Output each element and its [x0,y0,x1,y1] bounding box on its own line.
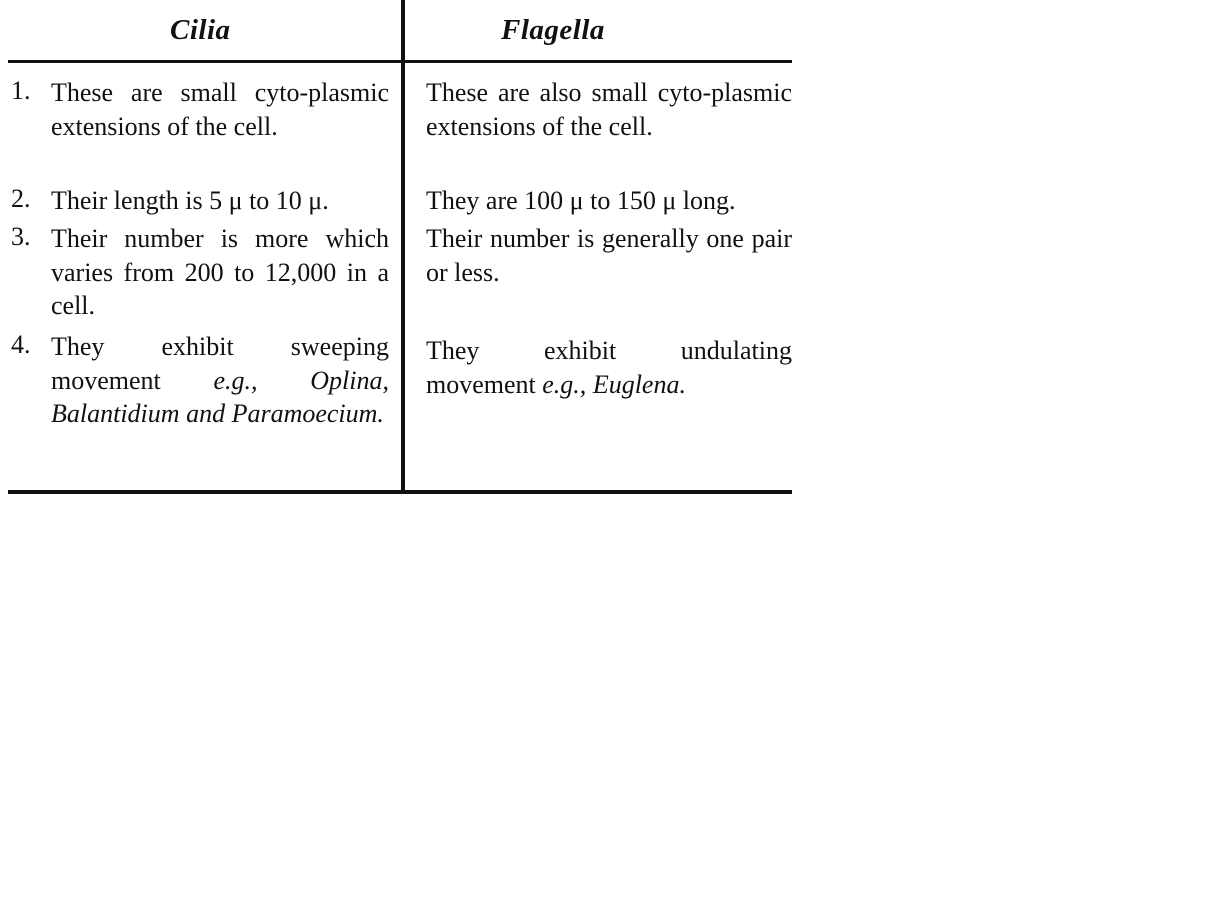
row-number: 2. [11,184,31,213]
cilia-text: They exhibit sweeping movement [51,332,389,395]
cilia-cell: These are small cyto-plasmic extensions of the cell. [51,78,389,141]
header-flagella: Flagella [501,14,605,46]
flagella-cell: Their number is generally one pair or less. [426,224,792,287]
column-divider [401,0,405,494]
flagella-text: They exhibit undulating movement [426,336,792,399]
row-number: 4. [11,330,31,359]
conjunction: and [186,399,226,428]
flagella-cell: These are also small cyto-plasmic extensions of the cell. [426,78,792,141]
comparison-table [8,0,792,494]
cilia-cell: Their number is more which varies from 200 to 12,000 in a cell. [51,224,389,320]
example-organism: Oplina, [310,365,389,395]
example-organism: Paramoecium. [231,399,384,428]
cilia-cell: Their length is 5 μ to 10 μ. [51,186,329,215]
flagella-cell [426,334,792,401]
row-number: 1. [11,76,31,105]
example-organism: Euglena. [592,369,686,399]
header-cilia: Cilia [170,14,231,46]
eg-abbrev: e.g., [213,365,258,395]
cilia-cell [51,330,389,431]
example-organism: Balantidium [51,399,180,428]
header-rule [8,60,792,63]
bottom-rule [8,490,792,494]
flagella-cell: They are 100 μ to 150 μ long. [426,186,736,215]
eg-abbrev: e.g., [542,369,587,399]
row-number: 3. [11,222,31,251]
